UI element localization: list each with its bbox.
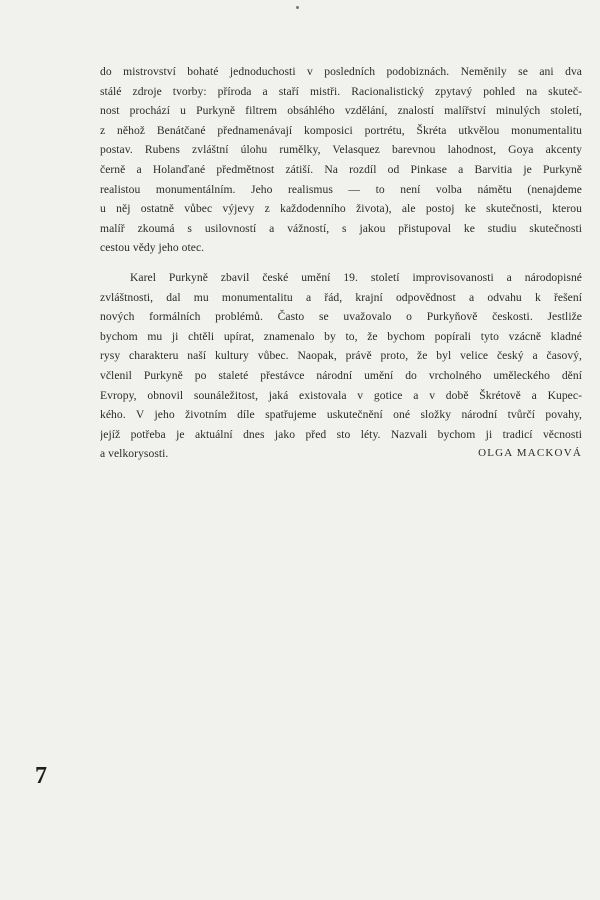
text-line: bychom mu ji chtěli upírat, znamenalo by to, že bychom popírali tyto vzácně kladné bbox=[100, 329, 582, 343]
text-line: rysy charakteru naší kultury vůbec. Naopak, právě proto, že byl velice český a časový, bbox=[100, 349, 582, 363]
text-line: černě a Holanďané předmětnost zátiší. Na rozdíl od Pinkase a Barvitia je Purkyně bbox=[100, 162, 582, 176]
text-line: postav. Rubens zvláštní úlohu rumělky, Velasquez barevnou lahodnost, Goya akcenty bbox=[100, 143, 582, 157]
text-line: cestou vědy jeho otec. bbox=[100, 241, 205, 255]
closing-row bbox=[100, 444, 582, 464]
speck-mark bbox=[296, 6, 299, 9]
paragraph-1 bbox=[100, 62, 582, 258]
text-line: z něhož Benátčané přednamenávají komposici portrétu, Škréta utkvělou monumentalitu bbox=[100, 123, 582, 137]
text-line: nost prochází u Purkyně filtrem obsáhlého vzdělání, znalostí malířství minulých století, bbox=[100, 104, 582, 118]
paragraph-2 bbox=[100, 268, 582, 464]
text-line: nových formálních problémů. Často se uvažovalo o Purkyňově českosti. Jestliže bbox=[100, 310, 582, 324]
text-line: Evropy, obnovil sounáležitost, jaká existovala v gotice a v době Škrétově a Kupec- bbox=[100, 388, 582, 402]
text-line: kého. V jeho životním díle spatřujeme uskutečnění oné složky národní tvůrčí povahy, bbox=[100, 408, 582, 422]
body-text bbox=[100, 62, 582, 464]
text-line: realistou monumentálním. Jeho realismus — to není volba námětu (nenajdeme bbox=[100, 182, 582, 196]
text-line: malíř zkoumá s usilovností a vážností, s jakou přistupoval ke studiu skutečnosti bbox=[100, 221, 582, 235]
text-line: stálé zdroje tvorby: příroda a staří mistři. Racionalistický zpytavý pohled na skuteč- bbox=[100, 84, 582, 98]
text-line: Karel Purkyně zbavil české umění 19. století improvisovanosti a národopisné bbox=[130, 270, 582, 284]
author-signature: OLGA MACKOVÁ bbox=[478, 447, 582, 460]
text-line: včlenil Purkyně po staleté přestávce národní umění do vrcholného uměleckého dění bbox=[100, 368, 582, 382]
page-number: 7 bbox=[35, 763, 47, 789]
text-line: u něj ostatně vůbec výjevy z každodenního života), ale postoj ke skutečnosti, kterou bbox=[100, 202, 582, 216]
text-line: zvláštnosti, dal mu monumentalitu a řád, krajní odpovědnost a odvahu k řešení bbox=[100, 290, 582, 304]
text-line: a velkorysosti. bbox=[100, 447, 169, 461]
text-line: jejíž potřeba je aktuální dnes jako před sto léty. Nazvali bychom ji tradicí věcnosti bbox=[100, 427, 582, 441]
text-line: do mistrovství bohaté jednoduchosti v posledních podobiznách. Neměnily se ani dva bbox=[100, 65, 582, 78]
paragraph-gap bbox=[100, 258, 582, 268]
